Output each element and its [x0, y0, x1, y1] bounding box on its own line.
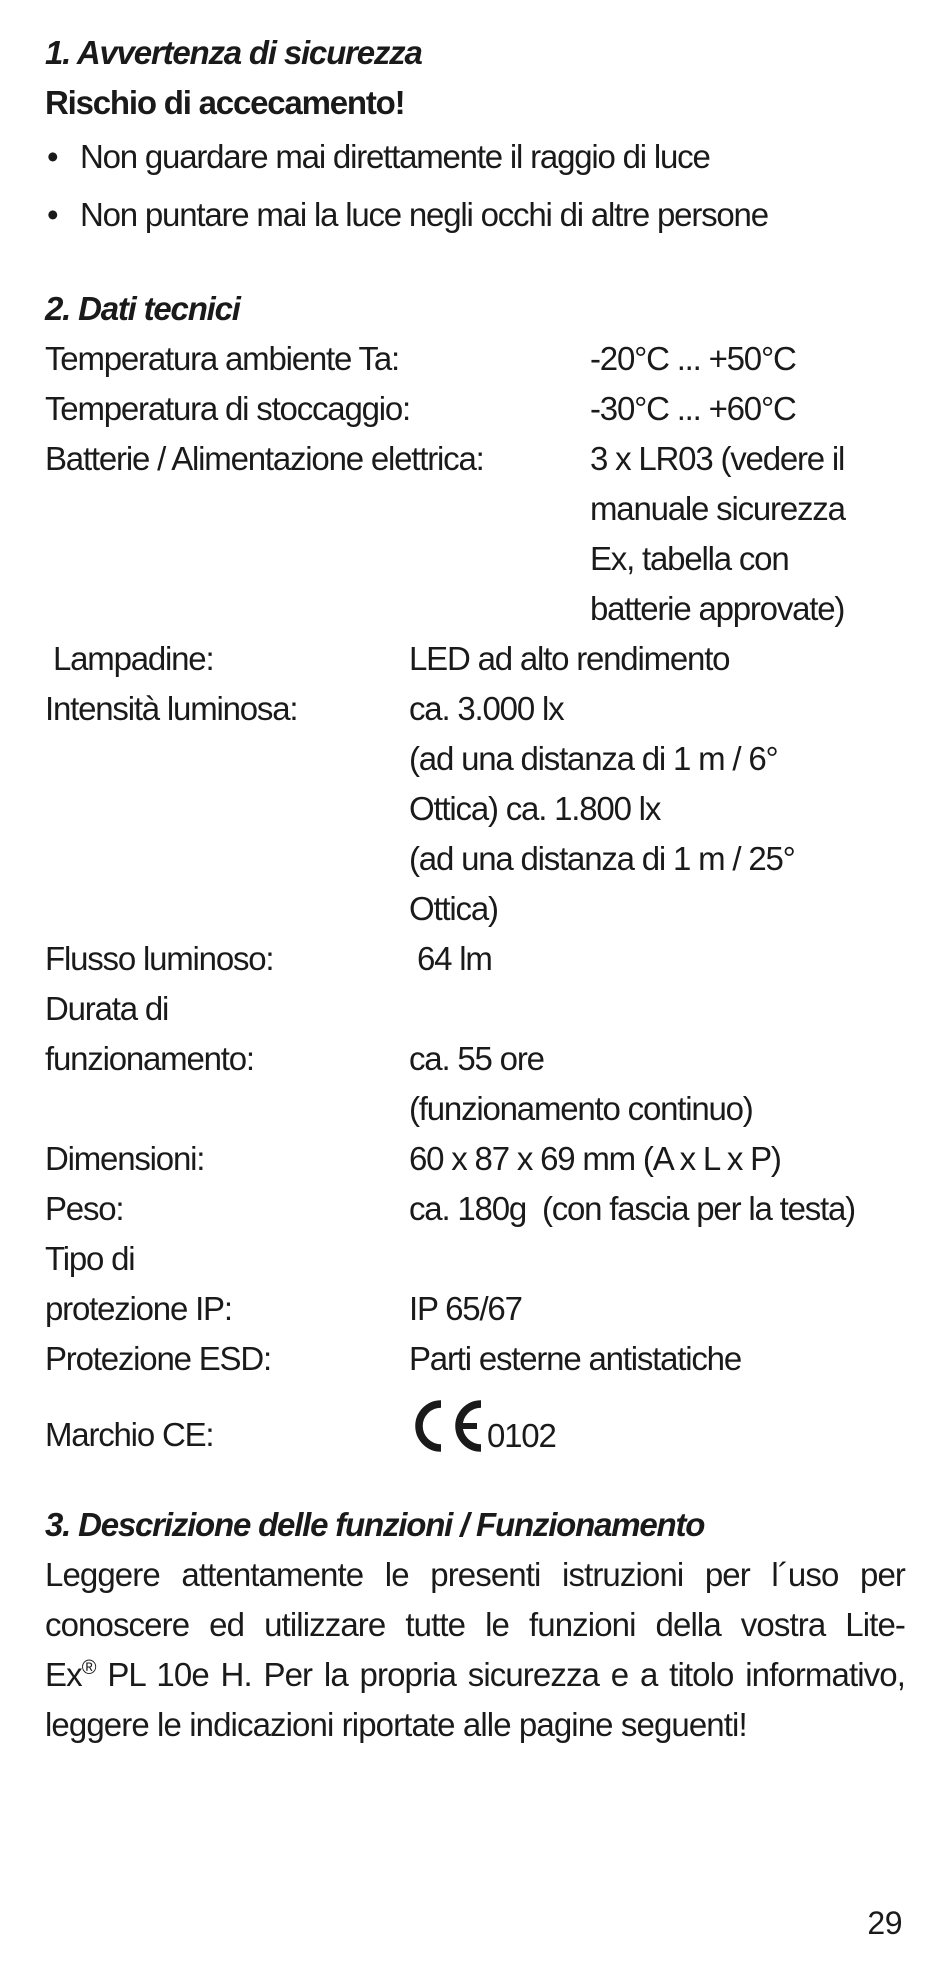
paragraph-line: Leggere attentamente le presenti istruzioni per l´uso per [45, 1556, 905, 1593]
table-row [45, 434, 905, 634]
spec-value-line: batterie approvate) [590, 590, 845, 627]
table-row [45, 1184, 905, 1234]
document-page [45, 28, 905, 1750]
spec-value-line: ca. 180g (con fascia per la testa) [409, 1190, 855, 1227]
specs-table-light [45, 634, 905, 1384]
ce-label: Marchio CE: [45, 1416, 214, 1453]
spec-value [409, 1334, 741, 1384]
spec-value [409, 1034, 753, 1134]
table-row [45, 384, 905, 434]
paragraph-line: leggere le indicazioni riportate alle pagine seguenti! [45, 1706, 747, 1743]
spec-value-line [409, 984, 417, 1034]
spec-label: Temperatura ambiente Ta: [45, 340, 399, 377]
spec-value [590, 334, 796, 384]
spec-label: Dimensioni: [45, 1140, 205, 1177]
table-row [45, 984, 905, 1034]
table-row [45, 684, 905, 934]
bullet-icon: • [47, 196, 58, 233]
section-3-title: 3. Descrizione delle funzioni / Funzionamento [45, 1506, 705, 1543]
spec-value [409, 1184, 855, 1234]
spec-value-line: Ex, tabella con [590, 540, 789, 577]
spec-value [409, 684, 795, 934]
spec-value-line: IP 65/67 [409, 1290, 522, 1327]
spec-label: Intensità luminosa: [45, 690, 298, 727]
page-number: 29 [867, 1905, 902, 1941]
table-row [45, 1234, 905, 1284]
spec-value-line: (funzionamento continuo) [409, 1090, 753, 1127]
spec-value-line: ca. 3.000 lx [409, 690, 564, 727]
spec-value-line: LED ad alto rendimento [409, 640, 730, 677]
list-item: • Non puntare mai la luce negli occhi di altre persone [45, 186, 905, 244]
spec-value [409, 1234, 417, 1284]
spec-label: Flusso luminoso: [45, 940, 274, 977]
spec-value-line: 64 lm [409, 940, 492, 977]
description-paragraph [45, 1550, 905, 1750]
section-2-title: 2. Dati tecnici [45, 290, 240, 327]
spec-value-line: manuale sicurezza [590, 490, 845, 527]
spec-value-line: -20°C ... +50°C [590, 340, 796, 377]
spec-value [409, 984, 417, 1034]
spec-value-line: (ad una distanza di 1 m / 25° [409, 840, 795, 877]
spec-label: protezione IP: [45, 1290, 232, 1327]
ce-mark-icon [409, 1398, 485, 1454]
spec-value-line: (ad una distanza di 1 m / 6° [409, 740, 778, 777]
table-row [45, 1134, 905, 1184]
spec-value-line: Parti esterne antistatiche [409, 1340, 741, 1377]
spec-value-line: ca. 55 ore [409, 1040, 544, 1077]
spec-label: Temperatura di stoccaggio: [45, 390, 411, 427]
spec-value [409, 634, 729, 684]
spec-value [409, 1134, 781, 1184]
warning-list [45, 128, 905, 244]
spec-value-line: 3 x LR03 (vedere il [590, 440, 845, 477]
bullet-icon: • [47, 138, 58, 175]
specs-table-environment [45, 334, 905, 634]
section-1-title: 1. Avvertenza di sicurezza [45, 34, 422, 71]
spec-label: Tipo di [45, 1240, 135, 1277]
spec-label: Durata di [45, 990, 169, 1027]
table-row [45, 1034, 905, 1134]
table-row [45, 334, 905, 384]
spec-value-line [409, 1234, 417, 1284]
spec-value [409, 934, 492, 984]
spec-value [590, 384, 796, 434]
spec-label: funzionamento: [45, 1040, 254, 1077]
ce-row [45, 1384, 905, 1468]
spec-label: Protezione ESD: [45, 1340, 271, 1377]
table-row [45, 934, 905, 984]
warning-heading: Rischio di accecamento! [45, 84, 405, 121]
spec-value-line: 60 x 87 x 69 mm (A x L x P) [409, 1140, 781, 1177]
table-row [45, 1334, 905, 1384]
spec-value [409, 1284, 522, 1334]
spec-value [590, 434, 845, 634]
list-item: • Non guardare mai direttamente il raggio di luce [45, 128, 905, 186]
paragraph-line: conoscere ed utilizzare tutte le funzioni della vostra Lite- [45, 1606, 905, 1643]
spec-value-line: Ottica) [409, 890, 498, 927]
spec-value-line: Ottica) ca. 1.800 lx [409, 790, 661, 827]
spec-value-line: -30°C ... +60°C [590, 390, 796, 427]
spec-label: Peso: [45, 1190, 124, 1227]
spec-label: Batterie / Alimentazione elettrica: [45, 440, 484, 477]
paragraph-line: Ex® PL 10e H. Per la propria sicurezza e a titolo informativo, [45, 1656, 905, 1693]
spec-label: Lampadine: [45, 640, 214, 677]
notified-body-number: 0102 [487, 1417, 556, 1454]
table-row [45, 1284, 905, 1334]
table-row [45, 634, 905, 684]
